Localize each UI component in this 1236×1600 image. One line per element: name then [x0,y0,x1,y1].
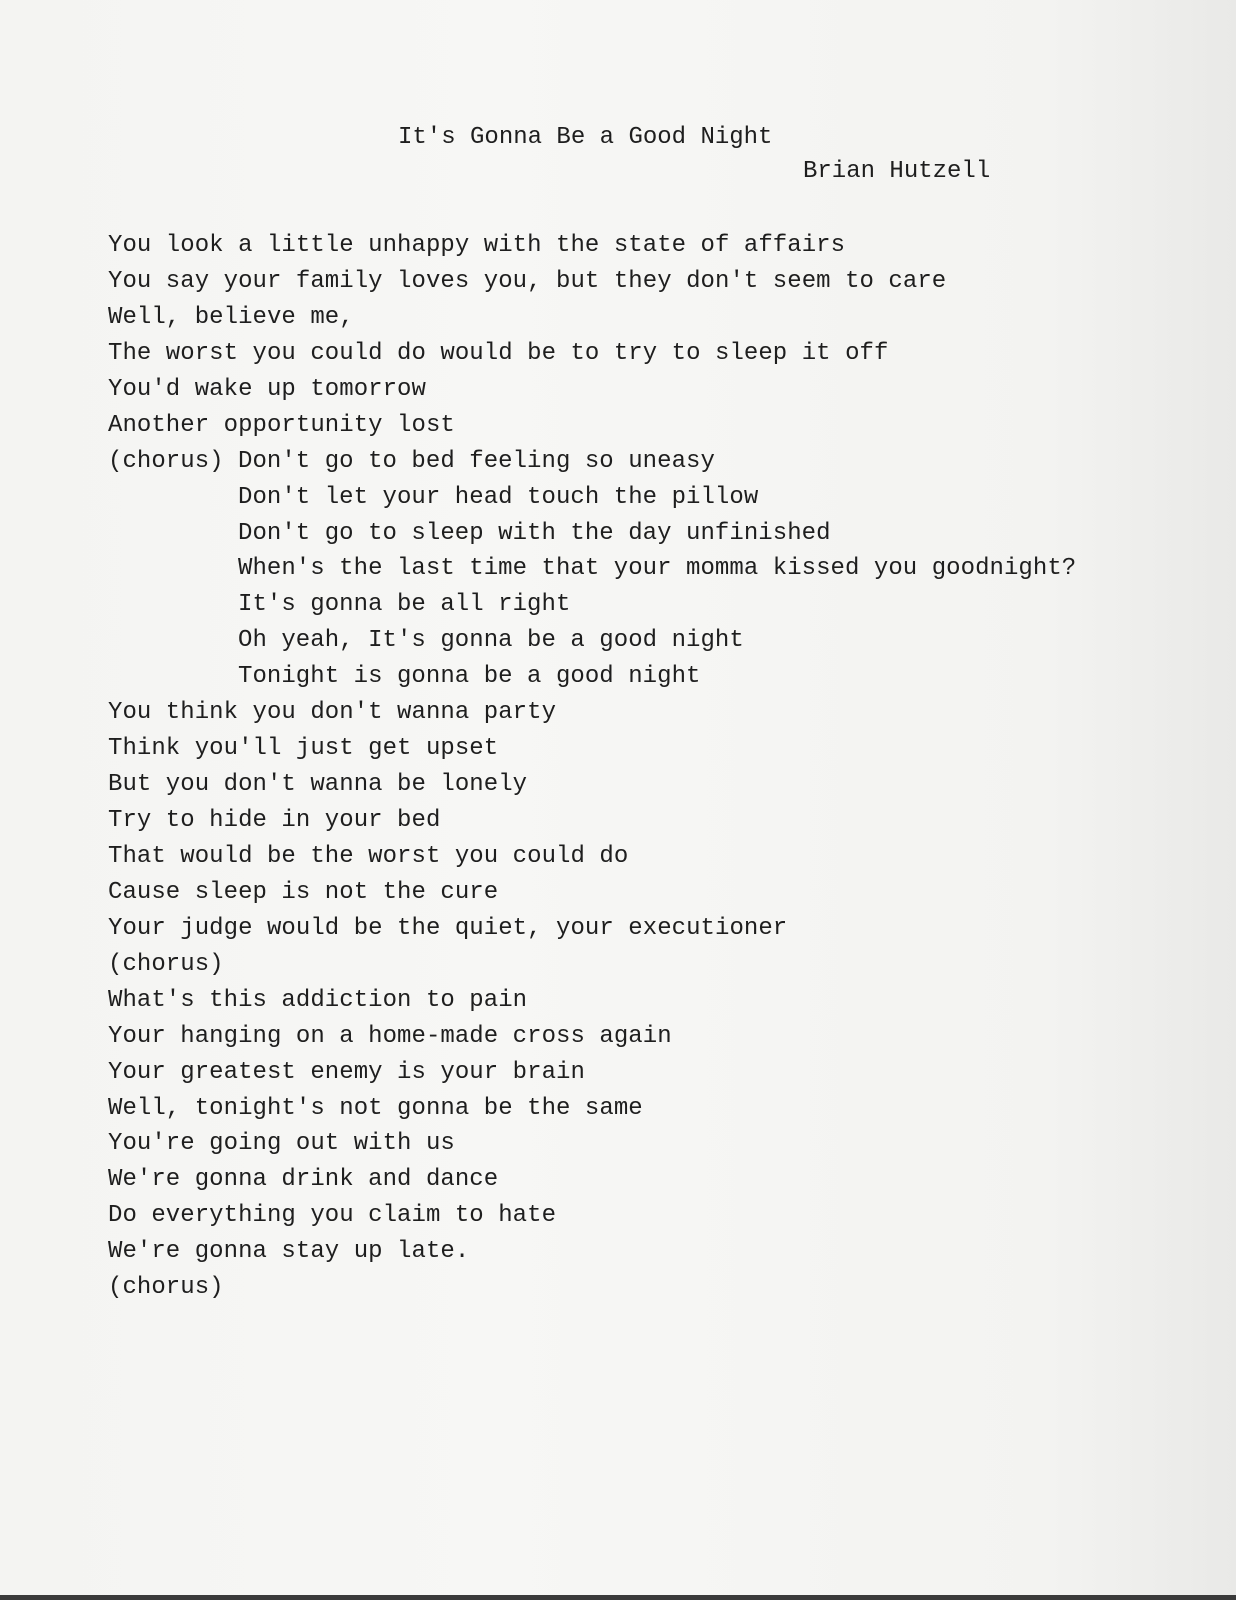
lyric-text: We're gonna stay up late. [108,1238,470,1266]
lyric-line [108,1198,1076,1234]
lyric-line [108,444,1076,480]
lyric-text: What's this addiction to pain [108,986,528,1014]
lyric-line [108,1019,1076,1055]
lyric-line [108,372,1076,408]
lyric-line [108,1270,1076,1306]
lyric-text: (chorus) [108,950,224,978]
lyric-text: Do everything you claim to hate [108,1202,557,1230]
lyric-line [108,623,1076,659]
lyric-line [108,516,1076,552]
page-bottom-edge [0,1595,1236,1600]
lyric-text: You think you don't wanna party [108,699,557,727]
lyric-text: You say your family loves you, but they don't seem to care [108,267,947,295]
lyric-line [108,336,1076,372]
lyric-line [108,731,1076,767]
lyric-line [108,408,1076,444]
lyric-line [108,1055,1076,1091]
lyric-line [108,587,1076,623]
lyric-text: (chorus) [108,1274,224,1302]
lyric-text: Think you'll just get upset [108,735,499,763]
lyric-line [108,1126,1076,1162]
lyric-text: Your greatest enemy is your brain [108,1058,585,1086]
lyric-text: Tonight is gonna be a good night [238,663,701,691]
lyric-text: But you don't wanna be lonely [108,771,528,799]
lyric-line [108,983,1076,1019]
lyric-line [108,551,1076,587]
song-title: It's Gonna Be a Good Night [398,124,773,151]
lyric-line [108,911,1076,947]
lyric-text: We're gonna drink and dance [108,1166,499,1194]
lyric-line [108,480,1076,516]
lyric-line [108,300,1076,336]
lyric-text: Don't go to sleep with the day unfinished [238,519,831,547]
lyric-line [108,1234,1076,1270]
author-name: Brian Hutzell [803,158,991,185]
lyric-text: You look a little unhappy with the state of affairs [108,232,846,259]
lyric-text: Cause sleep is not the cure [108,878,499,906]
lyric-line [108,1091,1076,1127]
lyric-line [108,947,1076,983]
lyric-line [108,803,1076,839]
lyric-text: Your judge would be the quiet, your executioner [108,914,788,942]
lyric-text: It's gonna be all right [238,591,571,619]
lyric-text: That would be the worst you could do [108,842,629,870]
lyric-text: Try to hide in your bed [108,807,441,834]
lyric-text: Don't let your head touch the pillow [238,483,759,511]
lyric-text: Another opportunity lost [108,411,455,439]
lyric-text: Your hanging on a home-made cross again [108,1022,672,1050]
lyric-line [108,264,1076,300]
lyric-text: Well, tonight's not gonna be the same [108,1094,643,1122]
lyric-line [108,839,1076,875]
lyric-text: The worst you could do would be to try to sleep it off [108,339,889,367]
lyric-line [108,767,1076,803]
lyric-text: You'd wake up tomorrow [108,375,426,403]
lyric-line [108,875,1076,911]
lyric-text: Oh yeah, It's gonna be a good night [238,627,744,655]
lyric-line [108,695,1076,731]
lyric-line [108,228,1076,264]
lyric-text: Don't go to bed feeling so uneasy [238,447,715,475]
lyric-text: You're going out with us [108,1130,455,1158]
lyric-text: Well, believe me, [108,303,354,331]
chorus-label: (chorus) [108,447,224,475]
lyrics-body [108,228,1076,1306]
lyric-line [108,1162,1076,1198]
lyric-text: When's the last time that your momma kissed you goodnight? [238,555,1077,583]
lyric-line [108,659,1076,695]
